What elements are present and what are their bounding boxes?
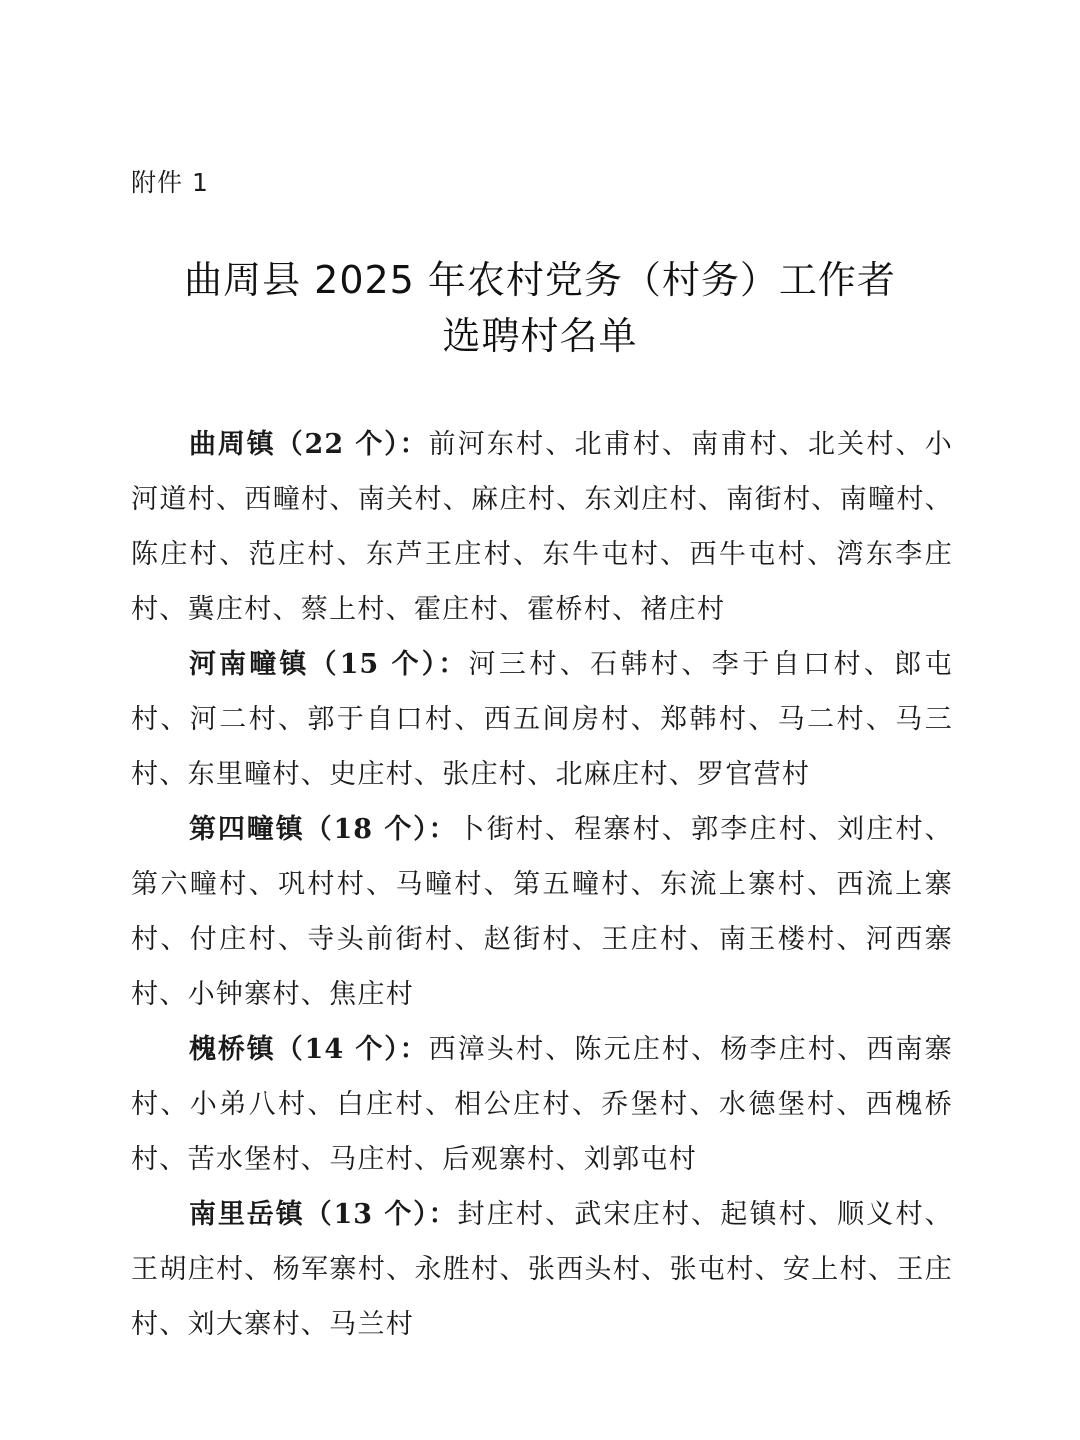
town-paragraph-nanliyue (131, 1187, 953, 1352)
village-names: 封庄村、武宋庄村、起镇村、顺义村、王胡庄村、杨军寨村、永胜村、张西头村、张屯村、安上村、王庄村、刘大寨村、马兰村 (131, 1199, 953, 1340)
village-list (131, 417, 953, 1352)
village-names: 前河东村、北甫村、南甫村、北关村、小河道村、西疃村、南关村、麻庄村、东刘庄村、南街村、南疃村、陈庄村、范庄村、东芦王庄村、东牛屯村、西牛屯村、湾东李庄村、冀庄村、蔡上村、霍庄村、霍桥村、褚庄村 (131, 429, 953, 625)
town-name: 槐桥镇（14 个）： (189, 1034, 429, 1065)
document-title-line-1: 曲周县 2025 年农村党务（村务）工作者 (184, 258, 896, 302)
document-title (0, 252, 1080, 364)
attachment-label: 附件 1 (131, 168, 209, 197)
town-name: 曲周镇（22 个）： (189, 429, 429, 460)
town-name: 河南疃镇（15 个）： (189, 649, 469, 680)
town-paragraph-henantuan (131, 637, 953, 802)
town-paragraph-quzhou (131, 417, 953, 637)
town-paragraph-disituan (131, 802, 953, 1022)
document-title-line-2: 选聘村名单 (442, 314, 638, 358)
village-names: 卜街村、程寨村、郭李庄村、刘庄村、第六疃村、巩村村、马疃村、第五疃村、东流上寨村、西流上寨村、付庄村、寺头前街村、赵街村、王庄村、南王楼村、河西寨村、小钟寨村、焦庄村 (131, 814, 953, 1010)
town-name: 第四疃镇（18 个）： (189, 814, 458, 845)
village-names: 河三村、石韩村、李于自口村、郎屯村、河二村、郭于自口村、西五间房村、郑韩村、马二村、马三村、东里疃村、史庄村、张庄村、北麻庄村、罗官营村 (131, 649, 953, 790)
town-name: 南里岳镇（13 个）： (189, 1199, 458, 1230)
town-paragraph-huaiqiao (131, 1022, 953, 1187)
village-names: 西漳头村、陈元庄村、杨李庄村、西南寨村、小弟八村、白庄村、相公庄村、乔堡村、水德堡村、西槐桥村、苦水堡村、马庄村、后观寨村、刘郭屯村 (131, 1034, 953, 1175)
